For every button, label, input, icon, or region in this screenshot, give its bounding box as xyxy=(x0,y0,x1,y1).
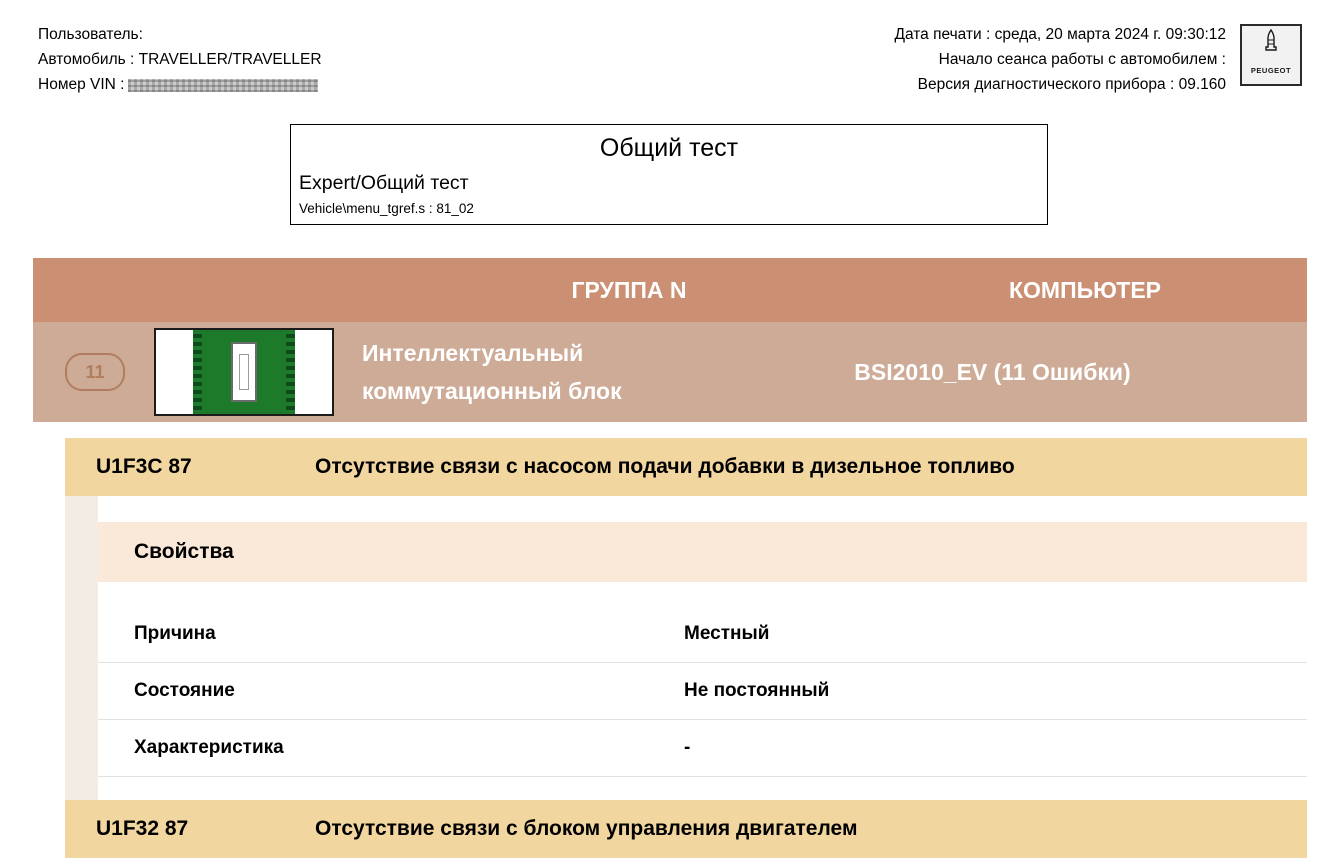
properties-section-title: Свойства xyxy=(134,540,234,563)
tool-version: Версия диагностического прибора : 09.160 xyxy=(917,76,1226,93)
group-column-header: ГРУППА N xyxy=(571,276,687,303)
print-date: Дата печати : среда, 20 марта 2024 г. 09:30:12 xyxy=(894,26,1226,43)
properties-section-header xyxy=(98,522,1307,582)
vehicle-label: Автомобиль : TRAVELLER/TRAVELLER xyxy=(38,51,322,68)
fault-description: Отсутствие связи с насосом подачи добавки в дизельное топливо xyxy=(315,455,1015,478)
logo-wordmark: PEUGEOT xyxy=(1250,66,1292,75)
fault-row[interactable] xyxy=(65,438,1307,496)
vin-redacted-value xyxy=(128,79,318,92)
fault-code: U1F3C 87 xyxy=(96,455,192,478)
group-header-band xyxy=(33,258,1307,322)
property-value: - xyxy=(684,737,691,758)
user-label: Пользователь: xyxy=(38,26,143,43)
fault-code: U1F32 87 xyxy=(96,817,189,840)
ecu-fault-count-badge: 11 xyxy=(65,353,125,391)
menu-path: Vehicle\menu_tgref.s : 81_02 xyxy=(299,201,474,216)
computer-column-header: КОМПЬЮТЕР xyxy=(1008,276,1162,303)
header-right-block xyxy=(894,22,1302,97)
property-label: Причина xyxy=(134,623,216,644)
ecu-row[interactable] xyxy=(33,322,1307,422)
page-title: Общий тест xyxy=(599,134,739,162)
page-subtitle: Expert/Общий тест xyxy=(299,172,469,194)
table-row xyxy=(98,720,1307,777)
vin-line xyxy=(38,72,322,97)
properties-left-rail xyxy=(65,496,98,800)
peugeot-logo-icon xyxy=(1240,24,1302,86)
document-header xyxy=(0,0,1340,97)
ecu-module-icon xyxy=(154,328,334,416)
table-row xyxy=(98,663,1307,720)
title-box xyxy=(290,124,1048,225)
ecu-identifier: BSI2010_EV (11 Ошибки) xyxy=(854,358,1131,385)
fault-description: Отсутствие связи с блоком управления двигателем xyxy=(315,817,858,840)
session-start: Начало сеанса работы с автомобилем : xyxy=(938,51,1226,68)
header-right-text xyxy=(894,22,1226,97)
property-value: Местный xyxy=(684,623,770,644)
property-value: Не постоянный xyxy=(684,680,830,701)
properties-table xyxy=(98,606,1307,777)
ecu-name xyxy=(362,334,698,410)
ecu-name-line1: Интеллектуальный xyxy=(362,340,584,366)
table-row xyxy=(98,606,1307,663)
header-left-block xyxy=(38,22,322,97)
property-label: Состояние xyxy=(134,680,235,701)
ecu-name-line2: коммутационный блок xyxy=(362,378,622,404)
property-label: Характеристика xyxy=(134,737,284,758)
fault-row[interactable] xyxy=(65,800,1307,858)
vin-label: Номер VIN : xyxy=(38,76,125,93)
